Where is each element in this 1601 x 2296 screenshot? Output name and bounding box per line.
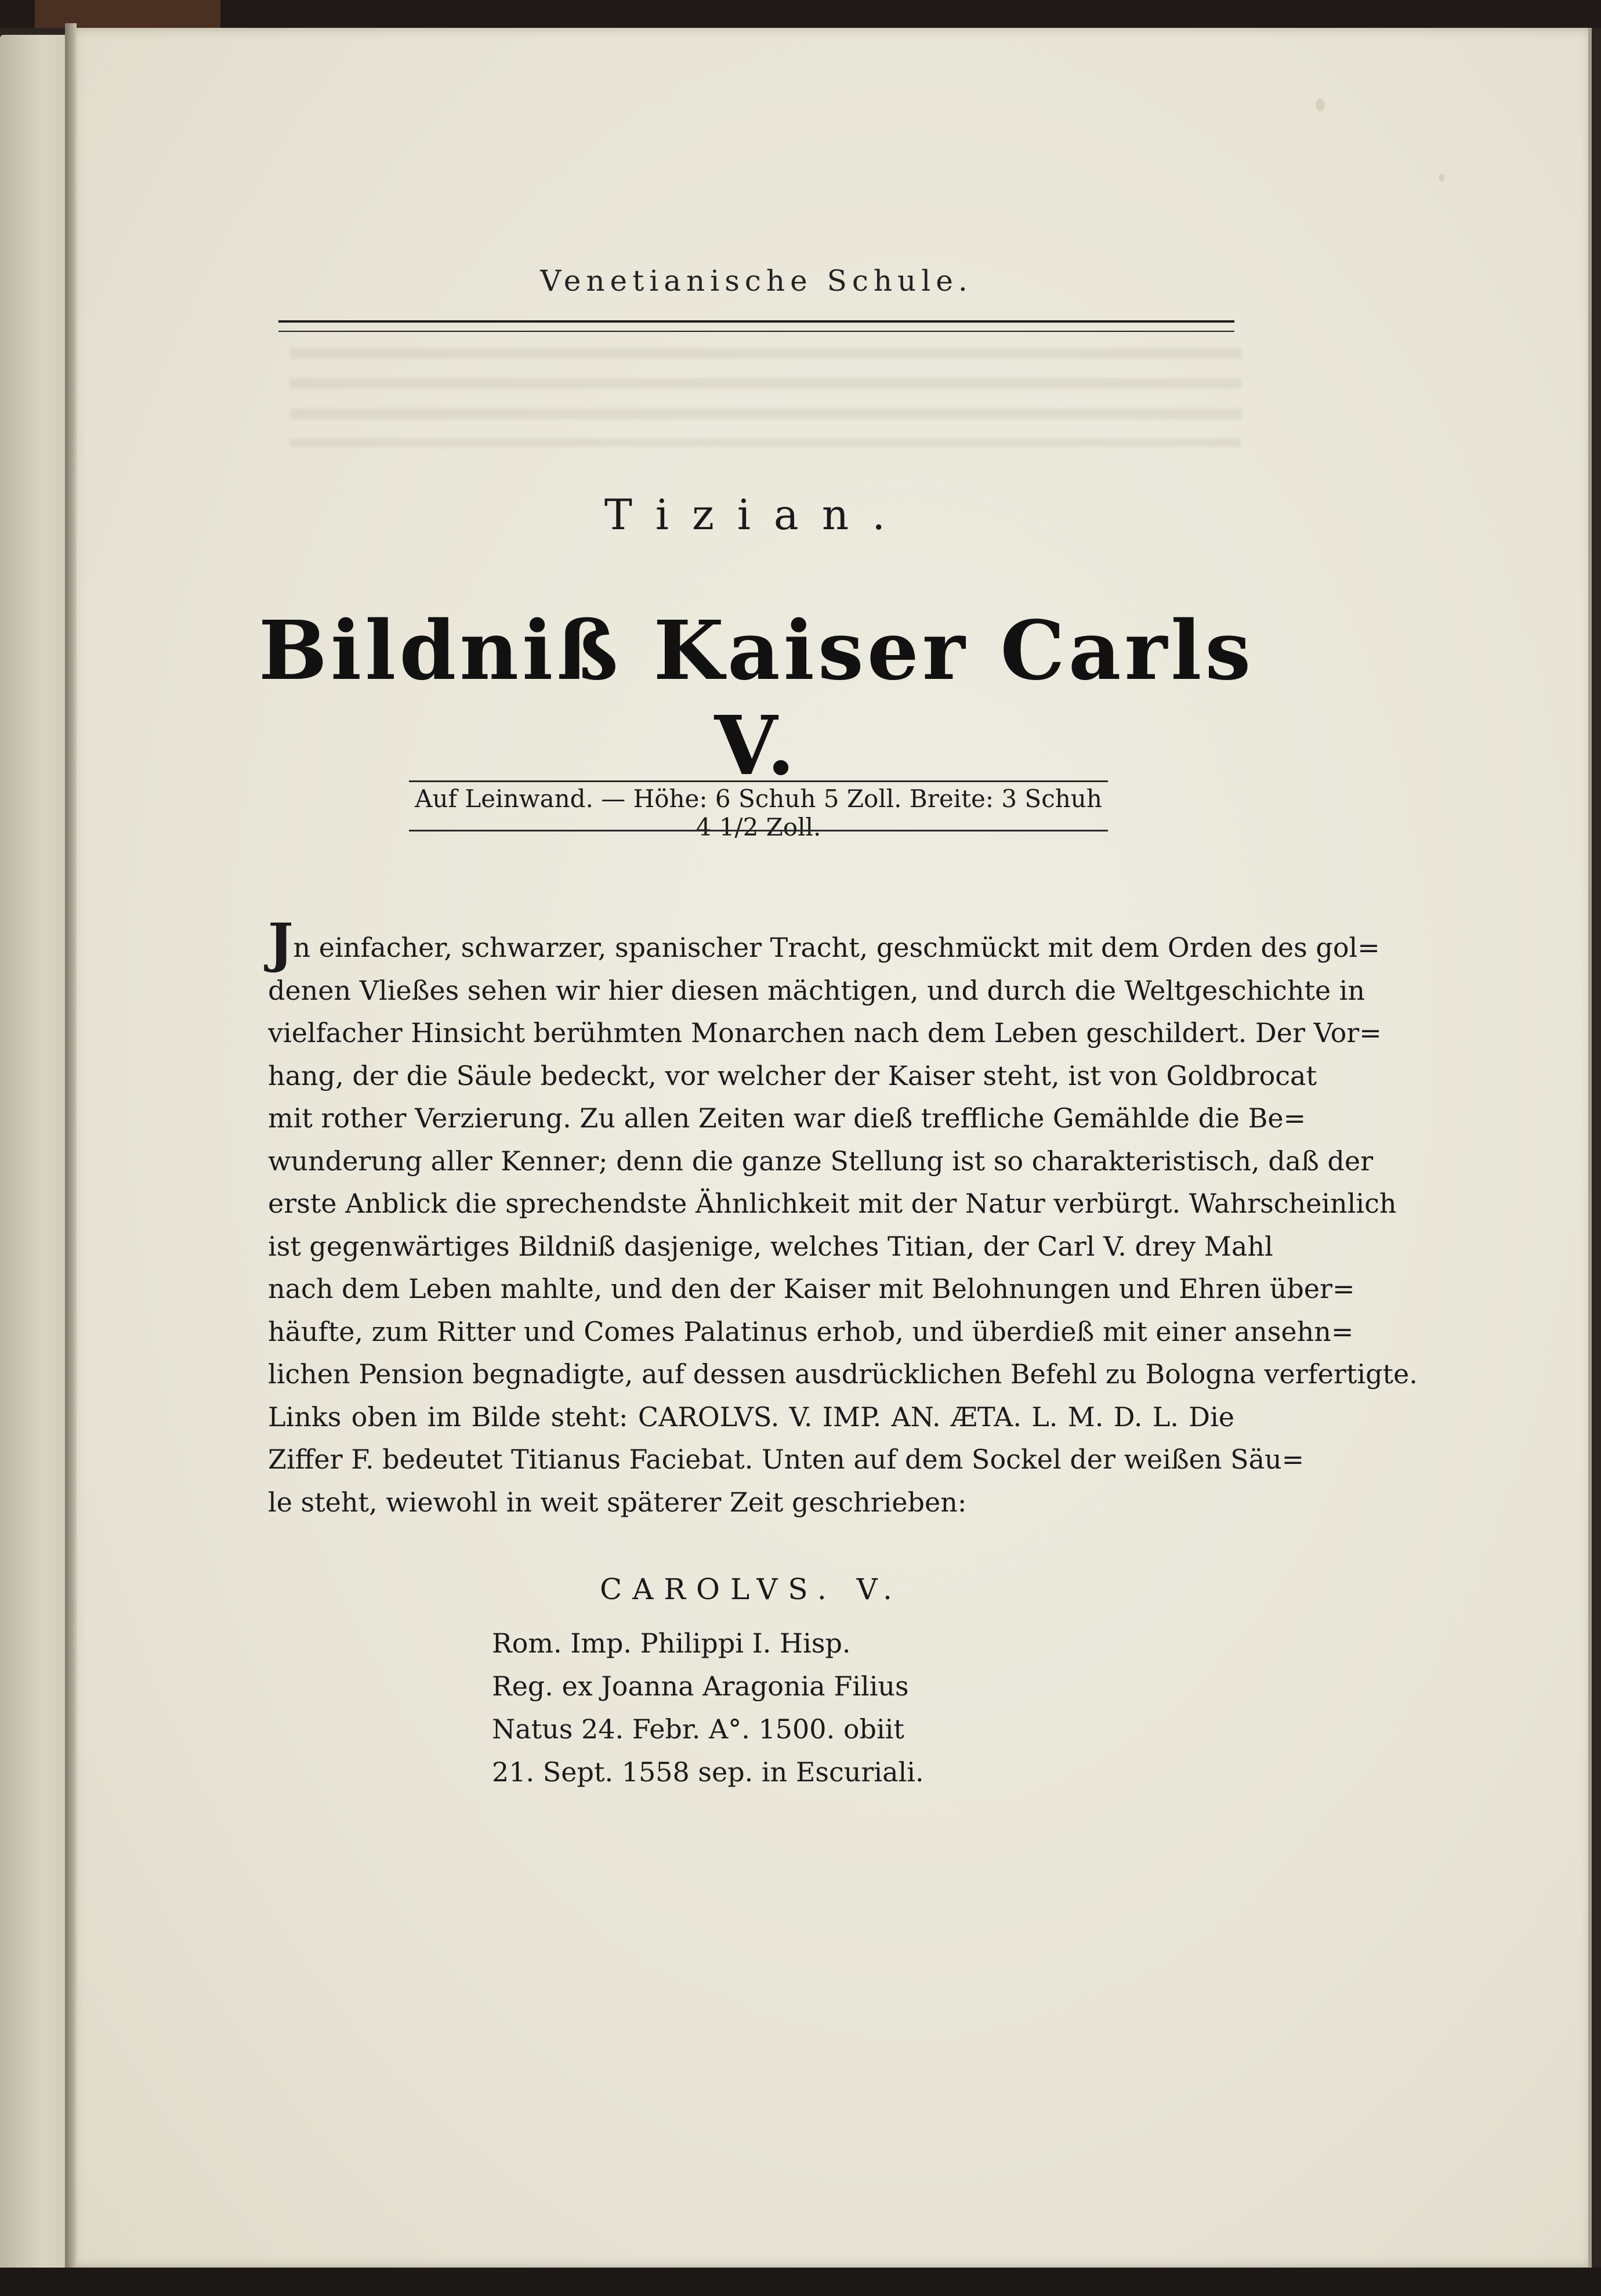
header-rule <box>278 320 1234 332</box>
paragraph-line: Links oben im Bilde steht: CAROLVS. V. IMP. AN. ÆTA. L. M. D. L. Die <box>268 1401 1234 1433</box>
inscription-line: 21. Sept. 1558 sep. in Escuriali. <box>492 1756 924 1788</box>
paragraph-line: nach dem Leben mahlte, und den der Kaiser mit Belohnungen und Ehren über= <box>268 1273 1355 1304</box>
paragraph-line: denen Vließes sehen wir hier diesen mächtigen, und durch die Weltgeschichte in <box>268 974 1365 1006</box>
paragraph-line <box>268 912 1380 974</box>
inscription-line: Reg. ex Joanna Aragonia Filius <box>492 1671 909 1702</box>
inscription-heading: CAROLVS. V. <box>600 1572 903 1606</box>
scan-top-edge <box>0 0 1601 28</box>
inscription-line: Natus 24. Febr. A°. 1500. obiit <box>492 1713 904 1745</box>
description-paragraph <box>268 912 1418 1524</box>
dimensions-rule-top <box>409 780 1108 782</box>
paragraph-line: vielfacher Hinsicht berühmten Monarchen nach dem Leben geschildert. Der Vor= <box>268 1017 1382 1048</box>
paragraph-line: häufte, zum Ritter und Comes Palatinus erhob, und überdieß mit einer ansehn= <box>268 1315 1354 1347</box>
paragraph-line: wunderung aller Kenner; denn die ganze Stellung ist so charakteristisch, daß der <box>268 1145 1374 1177</box>
paragraph-line: Ziffer F. bedeutet Titianus Faciebat. Unten auf dem Sockel der weißen Säu= <box>268 1444 1305 1475</box>
line-text: n einfacher, schwarzer, spanischer Tracht, geschmückt mit dem Orden des gol= <box>293 932 1380 963</box>
paragraph-line: lichen Pension begnadigte, auf dessen ausdrücklichen Befehl zu Bologna verfertigte. <box>268 1358 1418 1390</box>
paper-spot <box>1316 99 1325 111</box>
show-through-text <box>290 348 1241 447</box>
scan-bottom-edge <box>0 2268 1601 2296</box>
paragraph-line: ist gegenwärtiges Bildniß dasjenige, welches Titian, der Carl V. drey Mahl <box>268 1230 1273 1262</box>
binding-edge <box>35 0 220 28</box>
book-gutter <box>65 23 77 2280</box>
section-header: Venetianische Schule. <box>540 264 973 298</box>
dimensions-rule-bottom <box>409 830 1108 831</box>
painting-dimensions: Auf Leinwand. — Höhe: 6 Schuh 5 Zoll. Breite: 3 Schuh 4 1/2 Zoll. <box>415 784 1102 841</box>
paragraph-line: le steht, wiewohl in weit späterer Zeit geschrieben: <box>268 1486 967 1518</box>
paragraph-line: hang, der die Säule bedeckt, vor welcher der Kaiser steht, ist von Goldbrocat <box>268 1060 1317 1091</box>
inscription-line: Rom. Imp. Philippi I. Hisp. <box>492 1628 851 1659</box>
facing-page-edge <box>0 35 75 2275</box>
drop-cap: J <box>268 912 294 974</box>
paragraph-line: mit rother Verzierung. Zu allen Zeiten war dieß treffliche Gemählde die Be= <box>268 1102 1306 1134</box>
paper-spot <box>1439 174 1444 181</box>
page-title: Bildniß Kaiser Carls V. <box>258 603 1255 794</box>
paragraph-line: erste Anblick die sprechendste Ähnlichkeit mit der Natur verbürgt. Wahrscheinlich <box>268 1188 1397 1219</box>
artist-name: Tizian. <box>604 490 909 539</box>
inscription-block <box>492 1622 1014 1794</box>
